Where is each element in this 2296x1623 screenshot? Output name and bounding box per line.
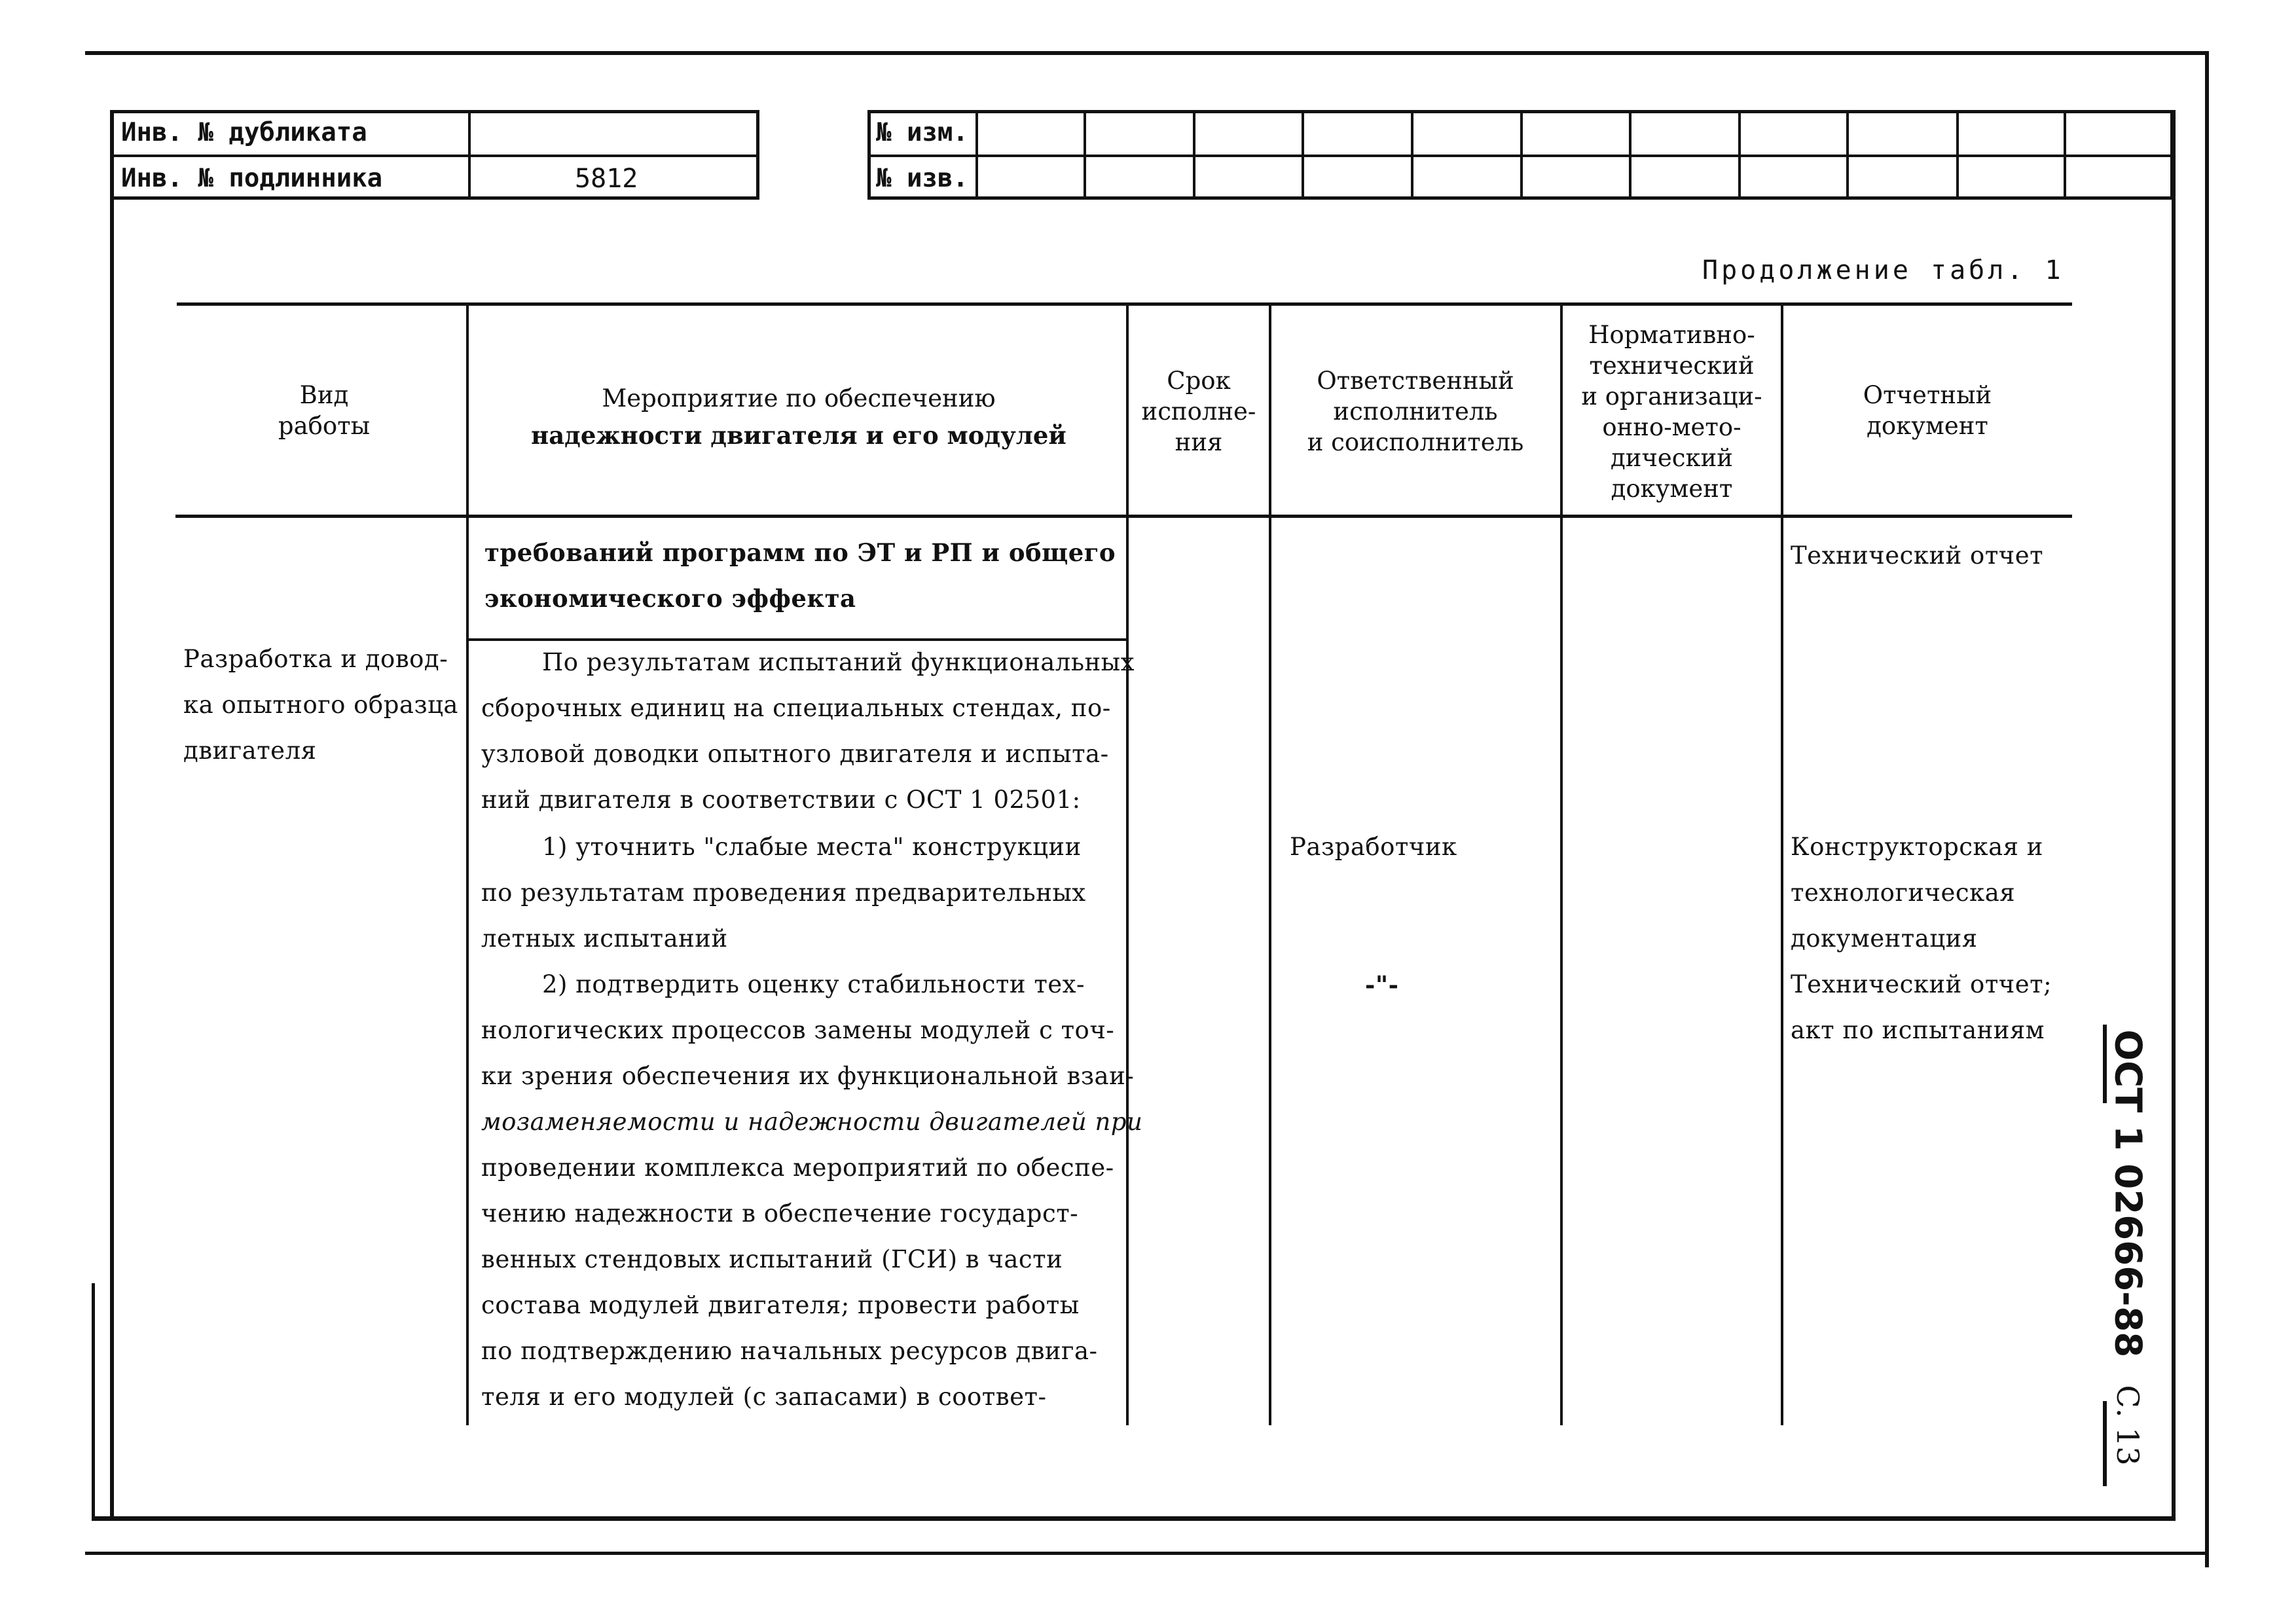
inner-frame-left-lower (92, 1283, 95, 1521)
header-report-doc: Отчетный документ (1863, 381, 1992, 440)
side-standard-number: ОСТ 1 02666-88 (2106, 1029, 2149, 1358)
row2-responsible-ditto: -"- (1365, 970, 1399, 999)
inner-frame-left (110, 110, 114, 1521)
row1-measure-line-2: экономического эффекта (484, 584, 856, 613)
change-number-label: № изм. (876, 118, 968, 147)
row2-work-type-line-1: Разработка и довод- (183, 645, 448, 673)
header-responsible: Ответственный исполнитель и соисполнитель (1307, 367, 1524, 456)
stamp-original-value: 5812 (575, 164, 638, 194)
right-border-line (2205, 51, 2209, 1567)
bottom-border-line (85, 1552, 2206, 1555)
side-label-bar-bottom (2103, 1401, 2107, 1486)
row2-work-type-line-3: двигателя (183, 737, 317, 765)
row1-report: Технический отчет (1791, 541, 2044, 570)
stamp-duplicate-label: Инв. № дубликата (121, 118, 367, 147)
header-measure: Мероприятие по обеспечению надежности двигателя и его модулей (531, 384, 1066, 450)
side-page-number: С. 13 (2110, 1385, 2145, 1466)
inner-frame-right (2172, 110, 2176, 1521)
row2-work-type-line-2: ка опытного образца (183, 691, 458, 719)
row1-measure-line-1: требований программ по ЭТ и РП и общего (484, 538, 1116, 567)
header-normative-doc: Нормативно- технический и организаци- онно-мето- дический документ (1581, 321, 1762, 503)
inner-frame-bottom (92, 1516, 2176, 1521)
top-border-line (85, 51, 2206, 55)
header-deadline: Срок исполне- ния (1141, 367, 1256, 456)
stamp-original-label: Инв. № подлинника (121, 164, 383, 193)
row2-responsible-developer: Разработчик (1290, 833, 1457, 861)
notice-number-label: № изв. (876, 164, 968, 193)
header-work-type: Вид работы (278, 381, 371, 440)
continuation-caption: Продолжение табл. 1 (1702, 255, 2064, 285)
